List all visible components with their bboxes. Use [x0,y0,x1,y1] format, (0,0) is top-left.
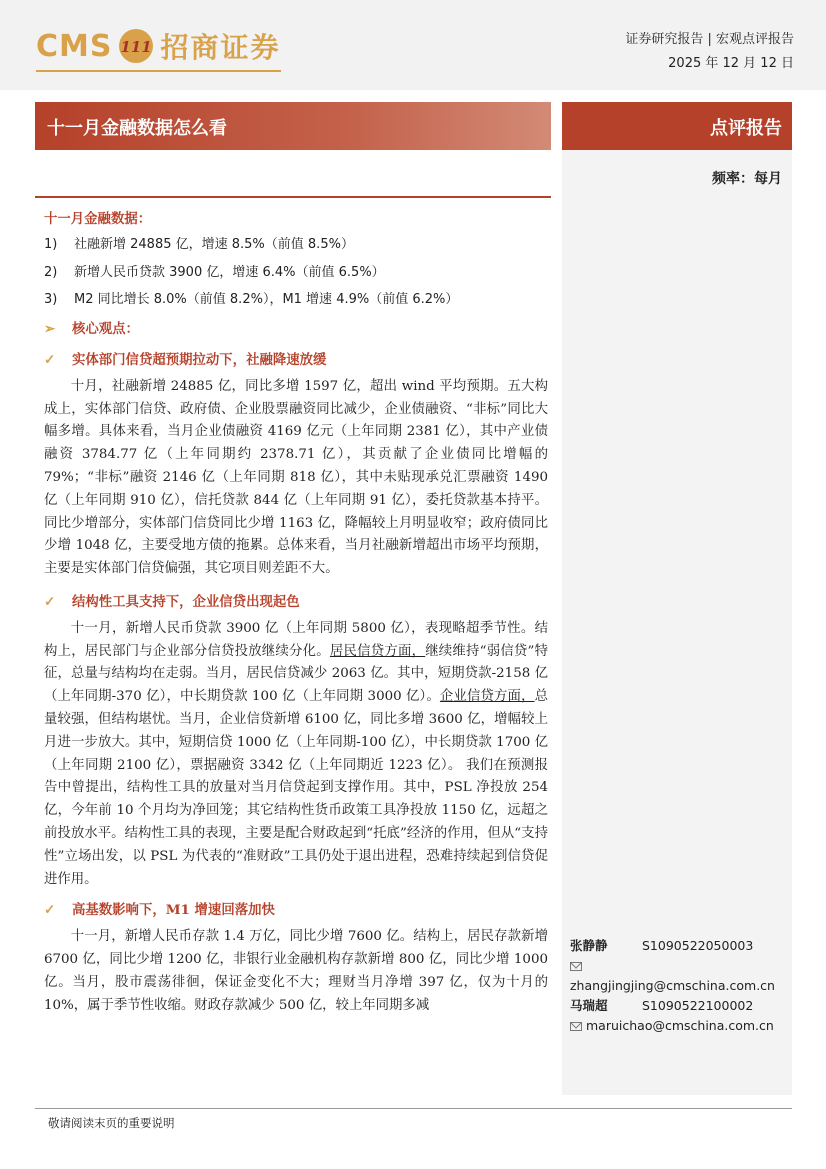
frequency-label: 频率：每月 [712,171,782,187]
underlined-phrase: 企业信贷方面， [439,689,535,705]
summary-item [44,234,548,257]
page-title: 十一月金融数据怎么看 [47,118,227,139]
mail-icon [570,962,582,971]
summary-item [44,289,548,312]
item-number: 3) [44,292,58,308]
main-content [44,208,548,1025]
item-number: 1) [44,236,58,252]
paragraph-part: 十一月，新增人民币贷款 3900 亿（上年同期 5800 亿），表现略超季节性。结构上，居民部门与企业部分信贷投放继续分化。 [44,620,548,659]
logo-mark: 111 [120,38,153,56]
logo-underline [36,70,281,72]
author-email-row [570,1016,790,1036]
core-heading [44,318,548,341]
cms-logo [36,24,281,68]
mail-icon [570,1022,582,1031]
paragraph-part: 继续维持“弱信贷”特征，总量与结构均在走弱。当月，居民信贷减少 2063 亿。其中，短期贷款-2158 亿（上年同期-370 亿），中长期贷款 100 亿（上年同期 3000 亿）。 [44,643,549,705]
author-cert: S1090522050003 [642,938,754,953]
report-type: 点评报告 [710,118,782,139]
logo-cn: 招商证券 [160,31,281,64]
report-type-bar [562,102,792,150]
paragraph-part: 总量较强，但结构堪忧。当月，企业信贷新增 6100 亿，同比多增 3600 亿，增幅较上月进一步放大。其中，短期信贷 1000 亿（上年同期-100 亿），中长期贷款 1700 亿（上年同期 2100 亿），票据融资 3342 亿（上年同期近 1223 亿）。 我们在预测报告中曾提出，结构性工具的放量对当月信贷起到支撑作用。其中，PSL 净投放 254 亿，今年前 10 个月均为净回笼；其它结构性货币政策工具净投放 1150 亿，远超之前投放水平。结构性工具的表现，主要是配合财政起到“托底”经济的作用，但从“支持性”立场出发，以 PSL 为代表的“准财政”工具仍处于退出进程，恐难持续起到信贷促进作用。 [44,689,548,887]
section-heading-text: 结构性工具支持下，企业信贷出现起色 [72,593,300,610]
item-text: 社融新增 24885 亿，增速 8.5%（前值 8.5%） [74,236,354,252]
authors-block [570,936,790,1036]
footer-divider [35,1108,792,1109]
author-row [570,996,790,1016]
section-heading [44,591,548,614]
item-number: 2) [44,264,58,280]
check-icon: ✓ [44,902,56,919]
logo-latin: CMS [36,28,113,64]
author-email[interactable]: maruichao@cmschina.com.cn [586,1018,774,1033]
title-bar [35,102,551,150]
section-paragraph: 十月，社融新增 24885 亿，同比多增 1597 亿，超出 wind 平均预期。五大构成上，实体部门信贷、政府债、企业股票融资同比减少，企业债融资、“非标”同比大幅多增。具体来看，当月企业债融资 4169 亿元（上年同期 2381 亿），其中产业债融资 3784.77 亿（上年同期约 2378.71 亿），其贡献了企业债同比增幅的 79%；“非标”融资 2146 亿（上年同期 818 亿），其中未贴现承兑汇票融资 1490 亿（上年同期 910 亿），信托贷款 844 亿（上年同期 91 亿），委托贷款基本持平。同比少增部分，实体部门信贷同比少增 1163 亿，降幅较上月明显收窄；政府债同比少增 1048 亿，主要受地方债的拖累。总体来看，当月社融新增超出市场平均预期，主要是实体部门信贷偏强，其它项目则差距不大。 [44,378,548,577]
underlined-phrase: 居民信贷方面， [329,643,426,659]
section-paragraph: 十一月，新增人民币存款 1.4 万亿，同比少增 7600 亿。结构上，居民存款新增 6700 亿，同比少增 1200 亿，非银行业金融机构存款新增 800 亿，同比少增 1000 亿。当月，股市震荡徘徊，保证金变化不大；理财当月净增 397 亿，仅为十月的 10%，属于季节性收缩。财政存款减少 500 亿，较上年同期多减 [44,929,548,1013]
author-email[interactable]: zhangjingjing@cmschina.com.cn [570,978,775,993]
section-heading [44,899,548,922]
author-name: 马瑞超 [570,998,608,1013]
author-row [570,936,790,956]
item-text: 新增人民币贷款 3900 亿，增速 6.4%（前值 6.5%） [74,264,385,280]
author-name: 张静静 [570,938,608,953]
section-heading-text: 实体部门信贷超预期拉动下，社融降速放缓 [72,351,327,368]
author-cert: S1090522100002 [642,998,754,1013]
core-heading-text: 核心观点： [72,321,139,338]
section-heading-text: 高基数影响下，M1 增速回落加快 [72,902,275,919]
check-icon: ✓ [44,593,56,610]
item-text: M2 同比增长 8.0%（前值 8.2%），M1 增速 4.9%（前值 6.2%） [74,292,459,308]
arrow-bullet-icon: ➢ [44,321,56,338]
footer-note: 敬请阅读末页的重要说明 [48,1116,175,1130]
check-icon: ✓ [44,351,56,368]
section-paragraph [44,618,548,892]
author-email-row [570,956,790,996]
summary-item [44,262,548,285]
title-divider [35,196,551,198]
doc-date: 2025 年 12 月 12 日 [668,56,794,71]
doc-type: 证券研究报告 | 宏观点评报告 [625,32,794,47]
logo-emblem-icon [118,28,154,64]
summary-heading: 十一月金融数据： [44,211,152,227]
section-heading [44,349,548,372]
